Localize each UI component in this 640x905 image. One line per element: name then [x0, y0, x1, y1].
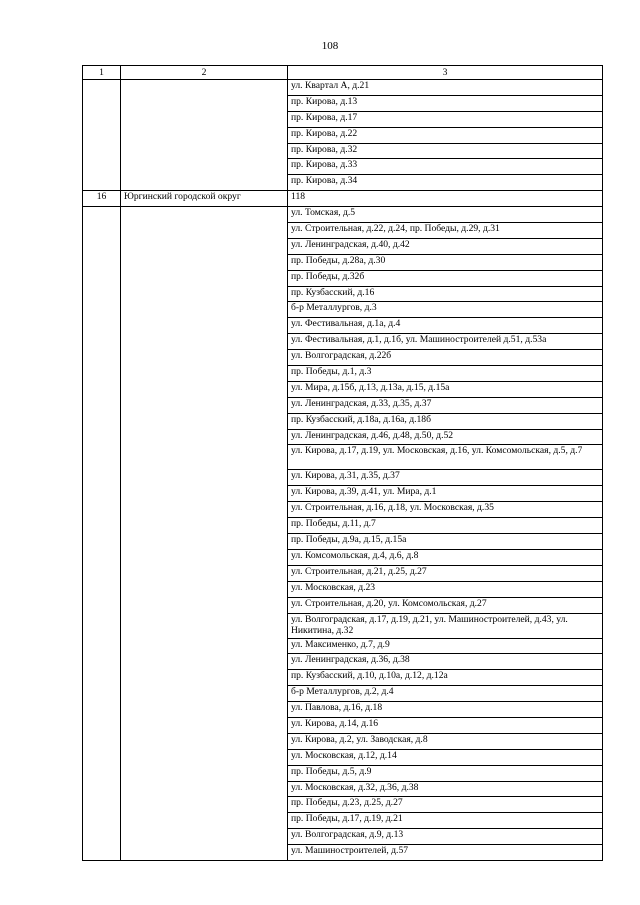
section-number: 16	[83, 191, 121, 207]
address-cell: ул. Кирова, д.39, д.41, ул. Мира, д.1	[288, 486, 603, 502]
address-cell: пр. Кирова, д.17	[288, 111, 603, 127]
addresses-table	[82, 65, 603, 861]
empty-number-cell	[83, 207, 121, 861]
address-cell: пр. Кирова, д.13	[288, 95, 603, 111]
address-cell: ул. Ленинградская, д.46, д.48, д.50, д.52	[288, 429, 603, 445]
address-cell: ул. Кирова, д.14, д.16	[288, 717, 603, 733]
address-cell: пр. Кирова, д.32	[288, 143, 603, 159]
address-cell: пр. Победы, д.17, д.19, д.21	[288, 813, 603, 829]
address-cell: ул. Строительная, д.16, д.18, ул. Московская, д.35	[288, 502, 603, 518]
table-header-row	[83, 66, 603, 80]
table-row	[83, 207, 603, 223]
address-cell: пр. Кузбасский, д.16	[288, 286, 603, 302]
address-cell: ул. Максименко, д.7, д.9	[288, 638, 603, 654]
address-cell: пр. Победы, д.28а, д.30	[288, 254, 603, 270]
address-cell: ул. Волгоградская, д.9, д.13	[288, 829, 603, 845]
address-cell: ул. Строительная, д.20, ул. Комсомольская, д.27	[288, 597, 603, 613]
address-cell: пр. Победы, д.11, д.7	[288, 518, 603, 534]
address-cell: б-р Металлургов, д.3	[288, 302, 603, 318]
address-cell: ул. Квартал А, д.21	[288, 80, 603, 96]
address-cell: ул. Машиностроителей, д.57	[288, 845, 603, 861]
address-cell: ул. Волгоградская, д.17, д.19, д.21, ул. Машиностроителей, д.43, ул. Никитина, д.32	[288, 613, 603, 638]
address-cell: ул. Ленинградская, д.33, д.35, д.37	[288, 397, 603, 413]
address-cell: ул. Томская, д.5	[288, 207, 603, 223]
address-cell: ул. Волгоградская, д.22б	[288, 350, 603, 366]
address-cell: пр. Кирова, д.34	[288, 175, 603, 191]
address-cell: пр. Победы, д.32б	[288, 270, 603, 286]
address-cell: ул. Ленинградская, д.36, д.38	[288, 654, 603, 670]
column-header-1: 1	[83, 66, 121, 80]
address-cell: пр. Победы, д.1, д.3	[288, 366, 603, 382]
address-cell: пр. Кирова, д.22	[288, 127, 603, 143]
table-body	[83, 80, 603, 861]
section-header-row	[83, 191, 603, 207]
address-cell: ул. Кирова, д.2, ул. Заводская, д.8	[288, 733, 603, 749]
empty-number-cell	[83, 80, 121, 191]
address-cell: пр. Победы, д.23, д.25, д.27	[288, 797, 603, 813]
address-cell: ул. Московская, д.12, д.14	[288, 749, 603, 765]
address-cell: ул. Фестивальная, д.1а, д.4	[288, 318, 603, 334]
empty-name-cell	[121, 207, 288, 861]
address-cell: пр. Победы, д.5, д.9	[288, 765, 603, 781]
address-cell: ул. Фестивальная, д.1, д.1б, ул. Машиностроителей д.51, д.53а	[288, 334, 603, 350]
address-cell: ул. Строительная, д.22, д.24, пр. Победы, д.29, д.31	[288, 223, 603, 239]
address-cell: ул. Ленинградская, д.40, д.42	[288, 238, 603, 254]
address-cell: ул. Строительная, д.21, д.25, д.27	[288, 565, 603, 581]
section-total: 118	[288, 191, 603, 207]
column-header-3: 3	[288, 66, 603, 80]
column-header-2: 2	[121, 66, 288, 80]
page-number: 108	[321, 40, 339, 52]
address-cell: ул. Московская, д.23	[288, 581, 603, 597]
address-cell: пр. Кузбасский, д.10, д.10а, д.12, д.12а	[288, 670, 603, 686]
address-cell: ул. Павлова, д.16, д.18	[288, 702, 603, 718]
address-cell: ул. Кирова, д.17, д.19, ул. Московская, д.16, ул. Комсомольская, д.5, д.7	[288, 445, 603, 470]
section-name: Юргинский городской округ	[121, 191, 288, 207]
address-cell: б-р Металлургов, д.2, д.4	[288, 686, 603, 702]
address-cell: ул. Комсомольская, д.4, д.6, д.8	[288, 549, 603, 565]
table-row	[83, 80, 603, 96]
address-cell: пр. Победы, д.9а, д.15, д.15а	[288, 534, 603, 550]
address-cell: ул. Московская, д.32, д.36, д.38	[288, 781, 603, 797]
address-cell: ул. Мира, д.15б, д.13, д.13а, д.15, д.15а	[288, 381, 603, 397]
address-cell: пр. Кузбасский, д.18а, д.16а, д.18б	[288, 413, 603, 429]
address-cell: пр. Кирова, д.33	[288, 159, 603, 175]
address-cell: ул. Кирова, д.31, д.35, д.37	[288, 470, 603, 486]
empty-name-cell	[121, 80, 288, 191]
